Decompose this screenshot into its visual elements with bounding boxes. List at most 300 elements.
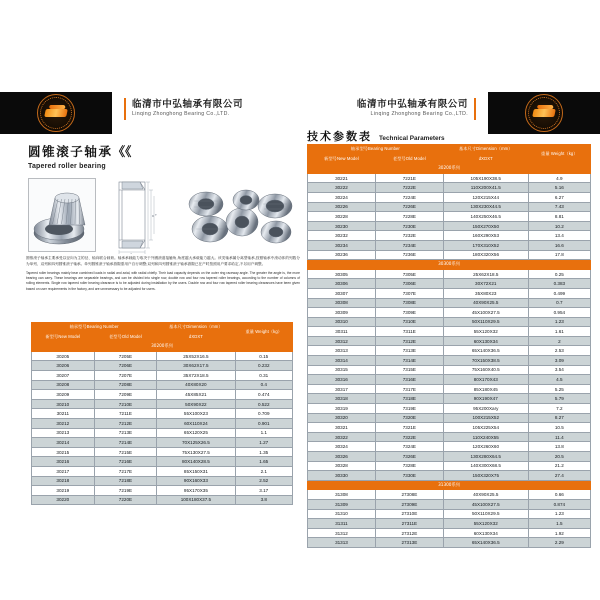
table-row	[32, 409, 293, 419]
cell-old-model: 7206E	[94, 361, 157, 371]
table-row	[308, 327, 591, 337]
cell-weight: 5.79	[528, 394, 590, 404]
cell-old-model: 7234E	[375, 240, 443, 250]
company-name-en: Linqing Zhonghong Bearing Co.,LTD.	[370, 110, 468, 117]
cell-dimension: 45X100X27.5	[443, 499, 528, 509]
table-row	[32, 361, 293, 371]
cell-old-model: 7228E	[375, 212, 443, 222]
cell-dimension: 50X110X29.5	[443, 317, 528, 327]
cell-dimension: 40X90X25.5	[443, 298, 528, 308]
divider-bar	[474, 98, 476, 120]
table-row	[308, 250, 591, 260]
cell-old-model: 27311E	[375, 519, 443, 529]
cell-new-model: 30330	[308, 471, 376, 481]
cell-dimension: 30X62X17.5	[157, 361, 235, 371]
cell-dimension: 50X90X22	[157, 399, 235, 409]
cell-old-model: 7320E	[375, 413, 443, 423]
cell-old-model: 7213E	[94, 428, 157, 438]
cell-dimension: 35X80X23	[443, 288, 528, 298]
company-name-cn: 临清市中弘轴承有限公司	[132, 99, 244, 111]
cell-old-model: 7217E	[94, 466, 157, 476]
cell-weight: 1.5	[528, 519, 590, 529]
cell-weight: 3.09	[528, 356, 590, 366]
cell-weight: 7.2	[528, 404, 590, 414]
series-label: 30300系列	[308, 260, 591, 270]
cell-old-model: 7313E	[375, 346, 443, 356]
cell-weight: 0.25	[528, 269, 590, 279]
cell-weight: 0.901	[235, 418, 292, 428]
cell-new-model: 30209	[32, 390, 95, 400]
cell-weight: 0.474	[235, 390, 292, 400]
cell-old-model: 7311E	[375, 327, 443, 337]
cell-weight: 4.5	[528, 375, 590, 385]
table-row	[308, 538, 591, 548]
cell-new-model: 30328	[308, 461, 376, 471]
cell-new-model: 31311	[308, 519, 376, 529]
tapered-roller-bearing-diagram	[110, 176, 162, 254]
cell-weight: 16.6	[528, 240, 590, 250]
cell-dimension: 150X320X75	[443, 471, 528, 481]
cell-old-model: 7214E	[94, 438, 157, 448]
cell-new-model: 30326	[308, 452, 376, 462]
cell-weight: 7.43	[528, 202, 590, 212]
cell-dimension: 110X240X55	[443, 432, 528, 442]
company-name-right	[357, 98, 476, 120]
table-row	[308, 240, 591, 250]
cell-old-model: 7306E	[375, 279, 443, 289]
cell-new-model: 30234	[308, 240, 376, 250]
table-row	[308, 298, 591, 308]
series-header-row	[308, 480, 591, 490]
table-row	[308, 192, 591, 202]
cell-dimension: 60X130X34	[443, 528, 528, 538]
cell-old-model: 7224E	[375, 192, 443, 202]
cell-old-model: 7208E	[94, 380, 157, 390]
table-row	[32, 438, 293, 448]
cell-dimension: 85X150X31	[157, 466, 235, 476]
cell-weight: 3.54	[528, 365, 590, 375]
table-row	[32, 399, 293, 409]
cell-old-model: 7316E	[375, 375, 443, 385]
table-row	[308, 519, 591, 529]
cell-dimension: 120X215X44	[443, 192, 528, 202]
cell-old-model: 7308E	[375, 298, 443, 308]
cell-new-model: 30321	[308, 423, 376, 433]
specs-table-right	[307, 144, 591, 548]
table-header-row-group	[308, 145, 591, 155]
cell-weight: 21.2	[528, 461, 590, 471]
cell-dimension: 60X130X34	[443, 336, 528, 346]
header-bearing-number: 轴承型号Bearing Number	[308, 145, 444, 155]
cell-new-model: 30317	[308, 384, 376, 394]
table-header-row-group	[32, 323, 293, 333]
cell-dimension: 90X190X47	[443, 394, 528, 404]
description-en: Tapered roller bearings mainly bear combined loads in radial and axial, with radial chiefly. Their load capacity depends on the outer ring raceway angle. The greater the angle is, the more bearing can carry. These bearings are separable bearings, and can be divided into single row, double row and four row tapered roller bearings, according to the number of columns of rolling elements. Single row tapered roller bearing clearance is to be adjusted during installation by the users. Double row and four row tapered roller bearing clearances have been given based on user requirements in the factory, and are unnecessary to be adjusted for users.	[26, 270, 300, 291]
product-title-block	[28, 142, 296, 170]
cell-dimension: 40X80X20	[157, 380, 235, 390]
cell-old-model: 7314E	[375, 356, 443, 366]
cell-weight: 0.15	[235, 351, 292, 361]
cell-dimension: 75X160X40.5	[443, 365, 528, 375]
cell-dimension: 95X200Xary	[443, 404, 528, 414]
table-row	[308, 288, 591, 298]
table-row	[308, 499, 591, 509]
table-row	[308, 212, 591, 222]
specs-table-left	[31, 322, 293, 505]
table-row	[308, 202, 591, 212]
cell-new-model: 30315	[308, 365, 376, 375]
cell-weight: 4.9	[528, 173, 590, 183]
cell-new-model: 30213	[32, 428, 95, 438]
cell-weight: 0.874	[528, 499, 590, 509]
cell-dimension: 65X140X36.5	[443, 538, 528, 548]
logo-bolt-decor	[532, 109, 556, 117]
table-row	[308, 413, 591, 423]
section-title-cn: 技术参数表	[307, 130, 372, 143]
cell-dimension: 120X260X60	[443, 442, 528, 452]
table-row	[308, 423, 591, 433]
cell-old-model: 7315E	[375, 365, 443, 375]
cell-dimension: 80X140X28.5	[157, 457, 235, 467]
cell-new-model: 30206	[32, 361, 95, 371]
cell-weight: 0.31	[235, 370, 292, 380]
cell-weight: 1.35	[235, 447, 292, 457]
table-row	[308, 221, 591, 231]
table-row	[308, 269, 591, 279]
cell-weight: 10.2	[528, 221, 590, 231]
cell-new-model: 30215	[32, 447, 95, 457]
cell-new-model: 30221	[308, 173, 376, 183]
cell-weight: 5.16	[528, 183, 590, 193]
cell-old-model: 7317E	[375, 384, 443, 394]
cell-weight: 13.4	[528, 231, 590, 241]
cell-weight: 1.1	[235, 428, 292, 438]
cell-new-model: 30316	[308, 375, 376, 385]
cell-new-model: 30222	[308, 183, 376, 193]
cell-weight: 0.7	[528, 298, 590, 308]
cell-dimension: 105X190X38.5	[443, 173, 528, 183]
cell-old-model: 27308E	[375, 490, 443, 500]
product-title-cn: 圆锥滚子轴承	[28, 144, 113, 159]
flame-bolt-logo-icon	[37, 94, 75, 132]
cell-dimension: 25X52X16.5	[157, 351, 235, 361]
cell-old-model: 7216E	[94, 457, 157, 467]
cell-old-model: 7319E	[375, 404, 443, 414]
cell-dimension: 45X100X27.5	[443, 308, 528, 318]
cell-new-model: 30226	[308, 202, 376, 212]
cell-dimension: 35X72X18.5	[157, 370, 235, 380]
cell-weight: 1.27	[235, 438, 292, 448]
header-new-model: 新型号New Model	[32, 332, 95, 342]
cell-dimension: 100X180X37.5	[157, 495, 235, 505]
cell-dimension: 150X270X50	[443, 221, 528, 231]
flame-bolt-logo-icon	[525, 94, 563, 132]
header-bearing-number: 轴承型号Bearing Number	[32, 323, 157, 333]
cell-weight: 1.65	[235, 457, 292, 467]
header-dimension-code: dXDXT	[157, 332, 235, 342]
tapered-roller-bearing-group-photo	[180, 184, 300, 248]
cell-dimension: 130X280X64.5	[443, 452, 528, 462]
cell-weight: 0.709	[235, 409, 292, 419]
cell-weight: 3.8	[235, 495, 292, 505]
cell-new-model: 30308	[308, 298, 376, 308]
company-logo-left	[0, 92, 112, 134]
tapered-roller-bearing-photo	[28, 178, 96, 252]
cell-new-model: 30318	[308, 394, 376, 404]
table-row	[308, 432, 591, 442]
cell-old-model: 7232E	[375, 231, 443, 241]
cell-old-model: 27310E	[375, 509, 443, 519]
cell-weight: 2.29	[528, 538, 590, 548]
table-row	[308, 384, 591, 394]
cell-old-model: 7326E	[375, 452, 443, 462]
table-row	[308, 404, 591, 414]
cell-old-model: 7222E	[375, 183, 443, 193]
cell-new-model: 30218	[32, 476, 95, 486]
cell-dimension: 70X150X38.5	[443, 356, 528, 366]
cell-weight: 6.27	[528, 192, 590, 202]
left-table-body	[32, 323, 293, 505]
header-dimension: 基本尺寸Dimension（mm）	[157, 323, 235, 333]
cell-new-model: 31308	[308, 490, 376, 500]
cell-new-model: 30208	[32, 380, 95, 390]
cell-weight: 2.1	[235, 466, 292, 476]
company-name-cn: 临清市中弘轴承有限公司	[356, 99, 468, 111]
table-row	[32, 380, 293, 390]
cell-new-model: 30207	[32, 370, 95, 380]
cell-old-model: 27312E	[375, 528, 443, 538]
svg-text:T: T	[155, 213, 157, 217]
cell-dimension: 95X170X35	[157, 486, 235, 496]
table-row	[308, 471, 591, 481]
cell-new-model: 30313	[308, 346, 376, 356]
cell-dimension: 75X130X27.5	[157, 447, 235, 457]
cell-new-model: 30236	[308, 250, 376, 260]
cell-dimension: 60X110X24	[157, 418, 235, 428]
section-title-en: Technical Parameters	[379, 135, 445, 142]
cell-new-model: 30312	[308, 336, 376, 346]
table-row	[32, 457, 293, 467]
cell-weight: 8.27	[528, 413, 590, 423]
cell-weight: 20.5	[528, 452, 590, 462]
cell-dimension: 160X290X53	[443, 231, 528, 241]
cell-new-model: 30306	[308, 279, 376, 289]
table-row	[308, 308, 591, 318]
cell-dimension: 45X85X21	[157, 390, 235, 400]
cell-new-model: 30210	[32, 399, 95, 409]
cell-old-model: 7328E	[375, 461, 443, 471]
table-row	[308, 461, 591, 471]
cell-weight: 0.232	[235, 361, 292, 371]
cell-old-model: 7310E	[375, 317, 443, 327]
cell-old-model: 7324E	[375, 442, 443, 452]
cell-old-model: 7219E	[94, 486, 157, 496]
cell-new-model: 30211	[32, 409, 95, 419]
series-label: 30200系列	[32, 342, 293, 352]
cell-new-model: 30314	[308, 356, 376, 366]
cell-dimension: 85X180X45	[443, 384, 528, 394]
cell-weight: 1.23	[528, 509, 590, 519]
table-row	[308, 442, 591, 452]
series-label: 31300系列	[308, 480, 591, 490]
cell-old-model: 7318E	[375, 394, 443, 404]
svg-text:D: D	[152, 214, 155, 218]
cell-old-model: 7212E	[94, 418, 157, 428]
header-dimension-code: dXDXT	[443, 154, 528, 164]
header-old-model: 老型号Old Model	[375, 154, 443, 164]
cell-weight: 5.25	[528, 384, 590, 394]
series-header-row	[308, 164, 591, 174]
cell-weight: 2.53	[528, 346, 590, 356]
company-logo-right	[488, 92, 600, 134]
cell-dimension: 30X72X21	[443, 279, 528, 289]
cell-dimension: 180X320X56	[443, 250, 528, 260]
cell-weight: 27.4	[528, 471, 590, 481]
cell-dimension: 40X90X25.5	[443, 490, 528, 500]
cell-new-model: 30228	[308, 212, 376, 222]
cell-weight: 0.383	[528, 279, 590, 289]
page-header	[0, 92, 600, 134]
cell-dimension: 90X160X33	[157, 476, 235, 486]
cell-new-model: 31310	[308, 509, 376, 519]
series-header-row	[308, 260, 591, 270]
table-row	[32, 476, 293, 486]
product-title-en: Tapered roller bearing	[28, 163, 106, 170]
cell-new-model: 30216	[32, 457, 95, 467]
company-name-en: Linqing Zhonghong Bearing Co.,LTD.	[132, 110, 230, 117]
description-cn: 圆锥滚子轴承主要承受以径向为主的径、轴向联合载荷。轴承承载能力取决于外圈滚道接触角,角度越大承载能力越大。该类轴承属分离型轴承,按照轴承中滚动体的列数分为单列、双列和四列圆锥滚子轴承。单列圆锥滚子轴承游隙需用户自行调整;双列和四列圆锥滚子轴承游隙已在产时按照用户要求给定,不另用户调整。	[26, 256, 300, 266]
cell-new-model: 30320	[308, 413, 376, 423]
cell-old-model: 7230E	[375, 221, 443, 231]
cell-dimension: 65X140X36.5	[443, 346, 528, 356]
cell-new-model: 30219	[32, 486, 95, 496]
table-row	[308, 452, 591, 462]
cell-dimension: 140X250X46.5	[443, 212, 528, 222]
cell-weight: 8.81	[528, 212, 590, 222]
cell-dimension: 50X110X29.5	[443, 509, 528, 519]
cell-dimension: 55X100X23	[157, 409, 235, 419]
cell-old-model: 7322E	[375, 432, 443, 442]
cell-new-model: 30230	[308, 221, 376, 231]
cell-old-model: 7207E	[94, 370, 157, 380]
cell-new-model: 30322	[308, 432, 376, 442]
cell-old-model: 7321E	[375, 423, 443, 433]
cell-weight: 11.4	[528, 432, 590, 442]
table-row	[308, 183, 591, 193]
cell-new-model: 30224	[308, 192, 376, 202]
cell-new-model: 30307	[308, 288, 376, 298]
cell-new-model: 30214	[32, 438, 95, 448]
table-row	[32, 486, 293, 496]
cell-dimension: 105X225X54	[443, 423, 528, 433]
cell-old-model: 7226E	[375, 202, 443, 212]
table-row	[32, 466, 293, 476]
cell-weight: 0.4	[235, 380, 292, 390]
table-row	[308, 365, 591, 375]
table-row	[308, 528, 591, 538]
cell-dimension: 55X120X32	[443, 327, 528, 337]
cell-dimension: 80X170X43	[443, 375, 528, 385]
cell-old-model: 7221E	[375, 173, 443, 183]
divider-bar	[124, 98, 126, 120]
cell-old-model: 7330E	[375, 471, 443, 481]
cell-old-model: 7307E	[375, 288, 443, 298]
cell-new-model: 30319	[308, 404, 376, 414]
cell-dimension: 70X125X26.5	[157, 438, 235, 448]
product-title-cn-row	[28, 142, 296, 160]
cell-weight: 3.17	[235, 486, 292, 496]
table-row	[308, 336, 591, 346]
table-row	[308, 173, 591, 183]
cell-new-model: 30205	[32, 351, 95, 361]
cell-weight: 0.499	[528, 288, 590, 298]
series-header-row	[32, 342, 293, 352]
cell-old-model: 7305E	[375, 269, 443, 279]
table-row	[308, 231, 591, 241]
table-row	[308, 356, 591, 366]
cell-new-model: 31313	[308, 538, 376, 548]
cell-new-model: 30311	[308, 327, 376, 337]
cell-dimension: 110X200X41.5	[443, 183, 528, 193]
cell-dimension: 140X300X68.5	[443, 461, 528, 471]
table-row	[308, 490, 591, 500]
cell-old-model: 7220E	[94, 495, 157, 505]
table-row	[308, 346, 591, 356]
cell-dimension: 170X310X52	[443, 240, 528, 250]
cell-old-model: 27313E	[375, 538, 443, 548]
header-weight: 重量 Weight（kg）	[235, 323, 292, 342]
title-chevrons: 《《	[112, 144, 132, 159]
header-weight: 重量 Weight（kg）	[528, 145, 590, 164]
table-row	[32, 428, 293, 438]
cell-dimension: 100X215X52	[443, 413, 528, 423]
cell-old-model: 7309E	[375, 308, 443, 318]
cell-weight: 10.5	[528, 423, 590, 433]
svg-text:d: d	[130, 252, 132, 254]
header-old-model: 老型号Old Model	[94, 332, 157, 342]
product-image-row	[28, 176, 300, 254]
product-description	[26, 256, 300, 292]
table-row	[32, 495, 293, 505]
cell-old-model: 7205E	[94, 351, 157, 361]
cell-new-model: 30309	[308, 308, 376, 318]
table-row	[32, 447, 293, 457]
cell-new-model: 30217	[32, 466, 95, 476]
cell-new-model: 31309	[308, 499, 376, 509]
cell-new-model: 30310	[308, 317, 376, 327]
table-row	[308, 509, 591, 519]
table-row	[32, 351, 293, 361]
table-row	[308, 394, 591, 404]
cell-new-model: 30324	[308, 442, 376, 452]
cell-weight: 13.8	[528, 442, 590, 452]
series-label: 30200系列	[308, 164, 591, 174]
header-new-model: 新型号New Model	[308, 154, 376, 164]
right-table-body	[308, 145, 591, 548]
cell-weight: 1.23	[528, 317, 590, 327]
table-row	[308, 375, 591, 385]
cell-dimension: 65X120X25	[157, 428, 235, 438]
table-row	[32, 390, 293, 400]
cell-weight: 1.61	[528, 327, 590, 337]
table-row	[32, 418, 293, 428]
cell-new-model: 30232	[308, 231, 376, 241]
cell-old-model: 7211E	[94, 409, 157, 419]
cell-weight: 17.8	[528, 250, 590, 260]
cell-dimension: 55X120X32	[443, 519, 528, 529]
cell-old-model: 7236E	[375, 250, 443, 260]
cell-old-model: 7210E	[94, 399, 157, 409]
